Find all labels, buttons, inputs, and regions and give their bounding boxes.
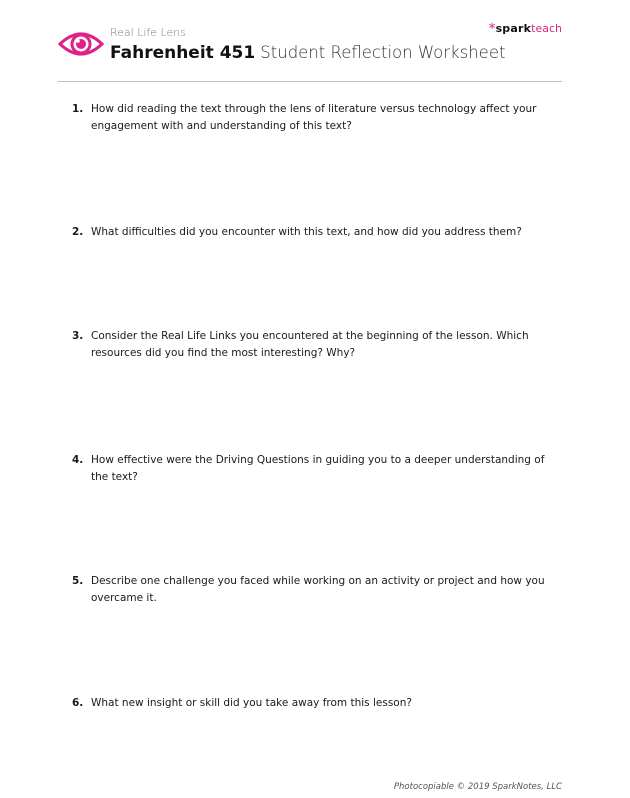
question-text: How did reading the text through the lens of literature versus technology affect your engagement with and understanding of this text? [91,103,537,132]
brand-teach: teach [531,22,562,35]
question-6 [72,695,552,712]
brand-spark: spark [495,22,532,35]
header-divider [58,81,562,82]
question-text: Consider the Real Life Links you encountered at the beginning of the lesson. Which resources did you find the most interesting? Why? [91,330,529,359]
question-2 [72,224,552,241]
question-number: 2. [72,226,84,238]
question-text: Describe one challenge you faced while working on an activity or project and how you overcame it. [91,575,545,604]
question-3 [72,328,552,362]
question-text: What new insight or skill did you take away from this lesson? [91,697,412,709]
question-5 [72,573,552,607]
question-4 [72,452,552,486]
question-number: 1. [72,103,84,115]
page-title [110,42,505,64]
worksheet-title: Student Reflection Worksheet [260,43,506,62]
brand-asterisk: * [488,21,496,37]
question-number: 6. [72,697,84,709]
worksheet-header [58,22,562,82]
question-number: 5. [72,575,84,587]
eye-icon [58,26,104,62]
book-title: Fahrenheit 451 [110,43,256,63]
question-1 [72,101,552,135]
copyright-footer: Photocopiable © 2019 SparkNotes, LLC [393,782,562,792]
question-number: 4. [72,454,84,466]
sparkteach-logo [489,22,562,36]
question-text: What difficulties did you encounter with this text, and how did you address them? [91,226,522,238]
series-label: Real Life Lens [110,26,186,39]
question-text: How effective were the Driving Questions in guiding you to a deeper understanding of the text? [91,454,545,483]
header-text [110,26,505,64]
question-number: 3. [72,330,84,342]
